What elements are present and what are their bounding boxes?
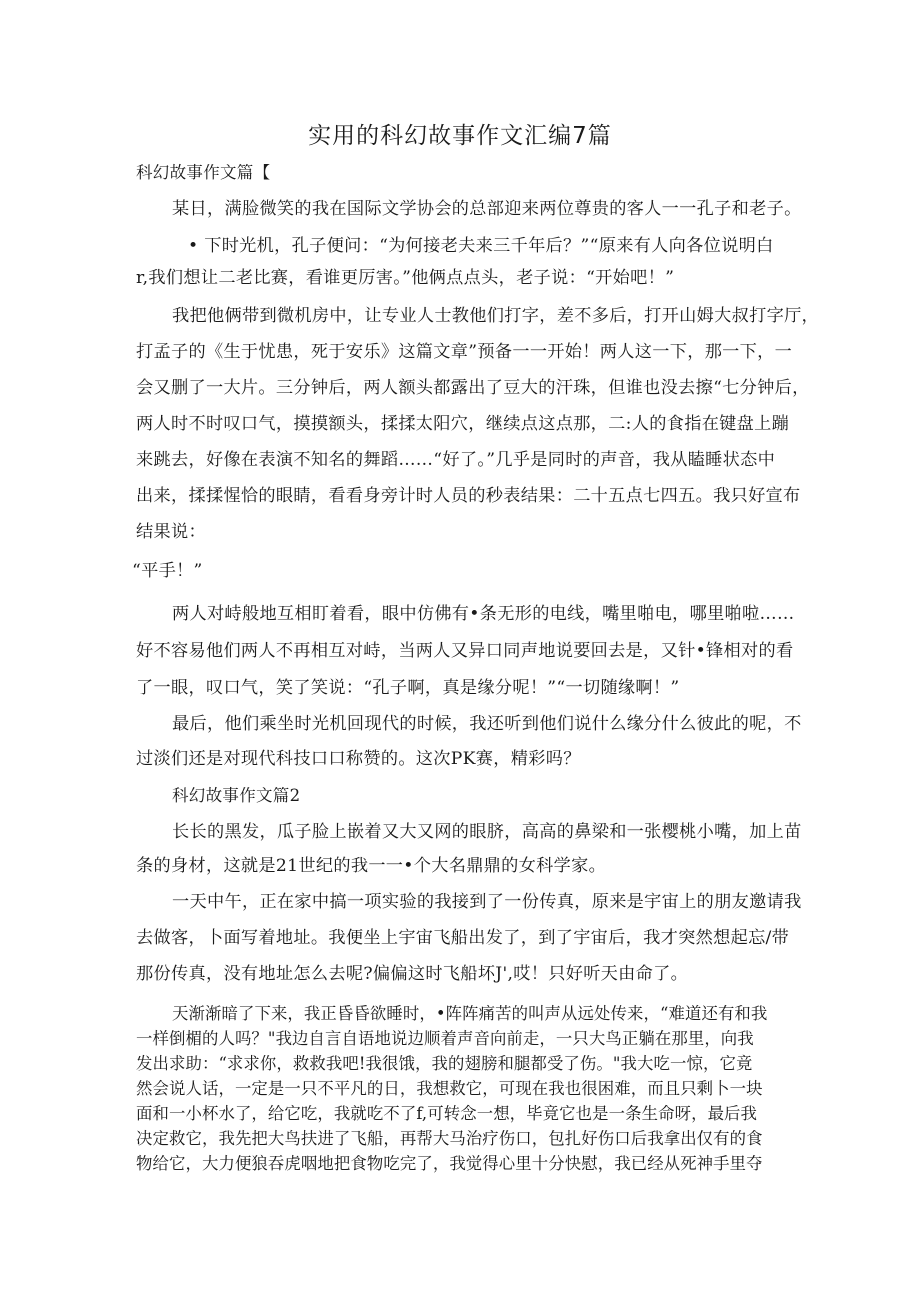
- paragraph-line: 最后，他们乘坐时光机回现代的时候，我还听到他们说什么缘分什么彼此的呢，不: [172, 714, 802, 734]
- paragraph-line: 决定救它，我先把大鸟扶进了飞船，再帮大马治疗伤口，包扎好伤口后我拿出仅有的食: [136, 1129, 763, 1148]
- paragraph-line: 一天中午，正在家中搞一项实验的我接到了一份传真，原来是宇宙上的朋友邀请我: [172, 892, 802, 912]
- paragraph-line: 好不容易他们两人不再相互对峙，当两人又异口同声地说要回去是，又针•锋相对的看: [136, 641, 794, 661]
- paragraph-line: 过淡们还是对现代科技口口称赞的。这次PK赛，精彩吗？: [136, 749, 581, 769]
- paragraph-line: 会又删了一大片。三分钟后，两人额头都露出了豆大的汗珠，但谁也没去擦“七分钟后，: [136, 378, 810, 398]
- paragraph-line: 发出求助：“求求你，救救我吧!我很饿，我的翅膀和腿都受了伤。"我大吃一惊，它竟: [136, 1054, 753, 1073]
- paragraph-line: 出来，揉揉惺恰的眼睛，看看身旁计时人员的秒表结果：二十五点七四五。我只好宣布: [136, 486, 801, 506]
- paragraph-line: 条的身材，这就是21世纪的我一一•个大名鼎鼎的女科学家。: [136, 856, 607, 876]
- paragraph-line: 面和一小杯水了，给它吃，我就吃不了f,可转念一想，毕竟它也是一条生命呀，最后我: [136, 1104, 758, 1123]
- paragraph-line: 了一眼，叹口气，笑了笑说：“孔子啊，真是缘分呢！”“一切随缘啊！”: [136, 678, 680, 698]
- paragraph-line: 某日，满脸微笑的我在国际文学协会的总部迎来两位尊贵的客人一一孔子和老子。: [172, 199, 802, 219]
- paragraph-line: 去做客，卜面写着地址。我便坐上宇宙飞船出发了，到了宇宙后，我才突然想起忘/带: [136, 928, 790, 948]
- document-title: 实用的科幻故事作文汇编7篇: [308, 123, 612, 149]
- paragraph-line: 打孟子的《生于忧患，死于安乐》这篇文章”预备一一开始！两人这一下，那一下，一: [136, 342, 793, 362]
- paragraph-line: 一样倒楣的人吗？"我边自言自语地说边顺着声音向前走，一只大鸟正躺在那里，向我: [136, 1029, 754, 1048]
- paragraph-line: 我把他俩带到微机房中，让专业人士教他们打字，差不多后，打开山姆大叔打字厅，: [172, 306, 820, 326]
- paragraph-line: 然会说人话，一定是一只不平凡的日，我想救它，可现在我也很困难，而且只剩卜一块: [136, 1079, 763, 1098]
- paragraph-line: 来跳去，好像在表演不知名的舞蹈……“好了。”几乎是同时的声音，我从瞌睡状态中: [136, 450, 776, 470]
- paragraph-line: • 下时光机，孔子便问：“为何接老夫来三千年后？”“原来有人向各位说明白: [188, 236, 774, 256]
- section-heading-1: 科幻故事作文篇【: [136, 163, 271, 182]
- paragraph-line: “平手！”: [132, 561, 203, 581]
- paragraph-line: 天渐渐暗了下来，我正昏昏欲睡时，•阵阵痛苦的叫声从远处传来，“难道还有和我: [172, 1004, 768, 1023]
- paragraph-line: 结果说：: [136, 522, 206, 542]
- section-heading-2: 科幻故事作文篇2: [172, 786, 301, 805]
- paragraph-line: 那份传真，没有地址怎么去呢?偏偏这时飞船坏J',哎！只好听天由命了。: [136, 964, 689, 984]
- paragraph-line: 长长的黑发，瓜子脸上嵌着又大又网的眼脐，高高的鼻梁和一张樱桃小嘴，加上苗: [172, 822, 802, 842]
- paragraph-line: 两人时不时叹口气，摸摸额头，揉揉太阳穴，继续点这点那，二:人的食指在键盘上蹦: [136, 414, 790, 434]
- paragraph-line: 两人对峙般地互相盯着看，眼中仿佛有•条无形的电线，嘴里啪电，哪里啪啦……: [172, 604, 795, 624]
- paragraph-line: 物给它，大力便狼吞虎咽地把食物吃完了，我觉得心里十分快慰，我已经从死神手里夺: [136, 1154, 763, 1173]
- paragraph-line: r,我们想让二老比赛，看谁更厉害。”他俩点点头，老子说：“开始吧！”: [136, 268, 675, 288]
